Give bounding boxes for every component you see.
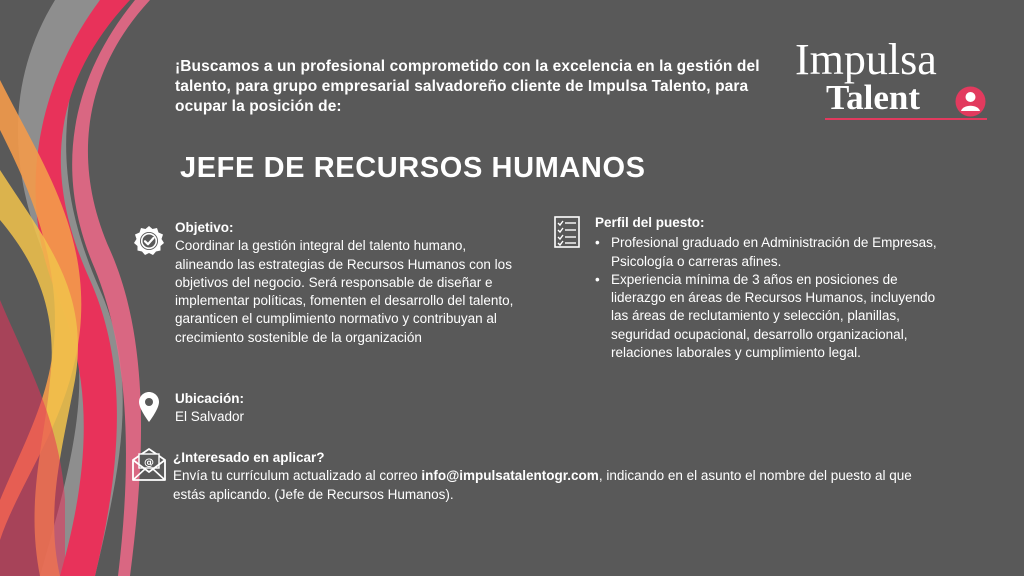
location-heading: Ubicación: <box>175 391 245 406</box>
profile-item: • Experiencia mínima de 3 años en posiciones de liderazgo en áreas de Recursos Humanos, incluyendo las áreas de reclutamiento y selección, planillas, seguridad ocupacional, desarrollo organizacional, relaciones laborales y cumplimiento legal. <box>595 271 940 362</box>
map-pin-icon <box>139 392 159 422</box>
profile-list <box>595 234 940 362</box>
logo-line1: Impulsa <box>795 35 937 84</box>
envelope-at-icon <box>131 446 167 482</box>
impulsa-talento-logo <box>795 36 995 126</box>
profile-item: • Profesional graduado en Administración de Empresas, Psicología o carreras afines. <box>595 234 940 271</box>
logo-line2: Talent <box>826 78 921 117</box>
location-section <box>175 390 475 427</box>
objective-heading: Objetivo: <box>175 220 234 235</box>
apply-section <box>173 449 933 504</box>
profile-section <box>595 214 940 362</box>
apply-email-link[interactable]: info@impulsatalentogr.com <box>421 468 599 484</box>
profile-heading: Perfil del puesto: <box>595 215 705 230</box>
apply-text-after: , indicando en el asunto el nombre del puesto al que estás aplicando. (Jefe de Recursos Humanos). <box>173 468 912 502</box>
badge-check-icon <box>133 225 165 257</box>
logo-underline <box>825 118 987 120</box>
apply-text-before: Envía tu currículum actualizado al correo <box>173 468 422 484</box>
objective-section <box>175 219 520 347</box>
apply-heading: ¿Interesado en aplicar? <box>173 450 325 465</box>
svg-text:@: @ <box>144 457 154 469</box>
decorative-ribbons <box>0 0 170 576</box>
location-value: El Salvador <box>175 409 245 425</box>
checklist-icon <box>554 216 580 248</box>
logo-person-icon <box>955 86 986 117</box>
objective-text: Coordinar la gestión integral del talento humano, alineando las estrategias de Recursos Humanos con los objetivos del negocio. Será responsable de diseñar e implementar políticas, fomenten el desarrollo del talento, garanticen el cumplimiento normativo y contribuyan al crecimiento sostenible de la organización <box>175 238 514 345</box>
intro-text: ¡Buscamos a un profesional comprometido con la excelencia en la gestión del talento, para grupo empresarial salvadoreño cliente de Impulsa Talento, para ocupar la posición de: <box>175 58 760 115</box>
job-title: JEFE DE RECURSOS HUMANOS <box>180 152 646 184</box>
